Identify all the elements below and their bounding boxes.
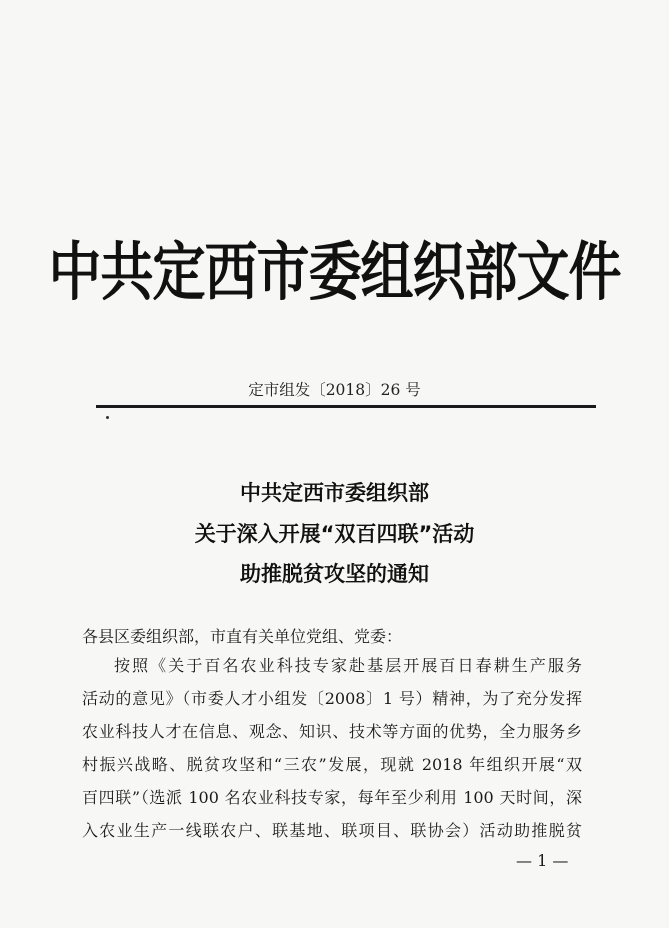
body-line-5: 百四联”（选派 100 名农业科技专家，每年至少利用 100 天时间，深 bbox=[82, 788, 582, 807]
body-line-1: 按照《关于百名农业科技专家赴基层开展百日春耕生产服务 bbox=[114, 656, 582, 675]
issuer-title: 中共定西市委组织部文件 bbox=[48, 236, 621, 310]
header-rule bbox=[96, 405, 596, 408]
body-line-3: 农业科技人才在信息、观念、知识、技术等方面的优势，全力服务乡 bbox=[82, 722, 582, 741]
body-line-2: 活动的意见》（市委人才小组发〔2008〕1 号）精神，为了充分发挥 bbox=[82, 689, 582, 708]
page-number: — 1 — bbox=[516, 851, 569, 870]
scan-speck bbox=[106, 416, 109, 419]
body-line-4: 村振兴战略、脱贫攻坚和“三农”发展，现就 2018 年组织开展“双 bbox=[82, 755, 582, 774]
headline-line-3: 助推脱贫攻坚的通知 bbox=[240, 562, 429, 586]
headline-line-1: 中共定西市委组织部 bbox=[240, 481, 429, 505]
headline-line-2: 关于深入开展“双百四联”活动 bbox=[194, 522, 475, 546]
body-line-6: 入农业生产一线联农户、联基地、联项目、联协会）活动助推脱贫 bbox=[82, 821, 582, 840]
document-number: 定市组发〔2018〕26 号 bbox=[248, 381, 421, 399]
salutation: 各县区委组织部，市直有关单位党组、党委： bbox=[82, 627, 403, 646]
